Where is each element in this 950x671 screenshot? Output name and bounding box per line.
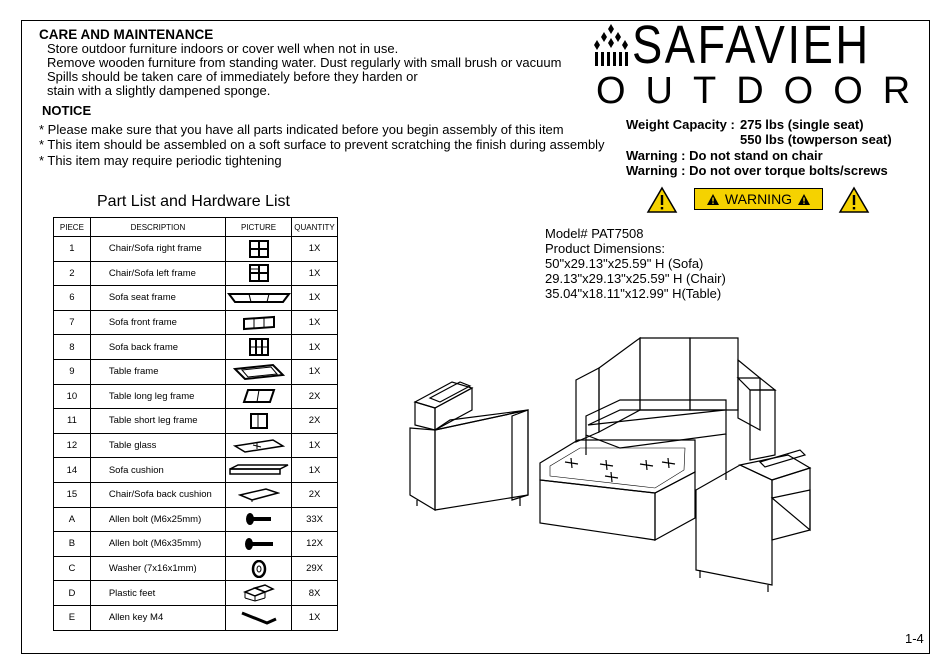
weight-single: 275 lbs (single seat) — [740, 117, 864, 132]
table-header-row — [54, 218, 338, 237]
notice-title: NOTICE — [42, 103, 92, 118]
weight-label: Weight Capacity : — [626, 117, 735, 132]
part-description: Sofa front frame — [90, 310, 225, 335]
right-frame-icon — [248, 239, 270, 259]
table-row — [54, 507, 338, 532]
sofa-drawing — [576, 338, 775, 480]
brand-logo-text: SAFAVIEH — [632, 15, 871, 75]
table-row — [54, 409, 338, 434]
piece-id: 15 — [54, 482, 91, 507]
piece-id: 7 — [54, 310, 91, 335]
warning-line-2: Warning : Do not over torque bolts/screws — [626, 163, 888, 178]
part-quantity: 1X — [292, 261, 338, 286]
allen-key-icon — [239, 609, 279, 627]
part-quantity: 8X — [292, 581, 338, 606]
table-row — [54, 532, 338, 557]
part-description: Table glass — [90, 433, 225, 458]
part-description: Chair/Sofa left frame — [90, 261, 225, 286]
care-title: CARE AND MAINTENANCE — [39, 27, 214, 42]
model-number: Model# PAT7508 — [545, 226, 644, 241]
part-description: Washer (7x16x1mm) — [90, 556, 225, 581]
chair-left-drawing — [410, 382, 528, 510]
warning-label-box — [694, 188, 823, 210]
part-quantity: 33X — [292, 507, 338, 532]
furniture-set-illustration — [400, 330, 830, 600]
seat-frame-icon — [227, 291, 291, 305]
header-quantity: QUANTITY — [292, 218, 338, 237]
table-row — [54, 359, 338, 384]
header-piece: PIECE — [54, 218, 91, 237]
table-row — [54, 384, 338, 409]
notice-line: * Please make sure that you have all parts indicated before you begin assembly of this item — [39, 122, 564, 137]
care-line: Remove wooden furniture from standing water. Dust regularly with small brush or vacuum — [47, 55, 562, 70]
part-quantity: 1X — [292, 605, 338, 630]
part-quantity: 1X — [292, 335, 338, 360]
table-row — [54, 261, 338, 286]
bolt-long-icon — [243, 537, 275, 551]
part-description: Sofa back frame — [90, 335, 225, 360]
part-description: Allen key M4 — [90, 605, 225, 630]
back-frame-icon — [248, 337, 270, 357]
piece-id: 2 — [54, 261, 91, 286]
dimensions-title: Product Dimensions: — [545, 241, 665, 256]
short-leg-icon — [248, 412, 270, 430]
warning-triangle-icon — [646, 186, 678, 214]
dimension-sofa: 50"x29.13"x25.59" H (Sofa) — [545, 256, 704, 271]
header-description: DESCRIPTION — [90, 218, 225, 237]
washer-icon — [251, 560, 267, 578]
piece-id: D — [54, 581, 91, 606]
piece-id: 11 — [54, 409, 91, 434]
page-number: 1-4 — [905, 631, 924, 646]
table-row — [54, 310, 338, 335]
part-quantity: 29X — [292, 556, 338, 581]
part-quantity: 1X — [292, 458, 338, 483]
part-quantity: 1X — [292, 310, 338, 335]
warning-triangle-icon — [838, 186, 870, 214]
piece-id: E — [54, 605, 91, 630]
care-line: Store outdoor furniture indoors or cover well when not in use. — [47, 41, 399, 56]
table-row — [54, 581, 338, 606]
piece-id: 9 — [54, 359, 91, 384]
glass-icon — [233, 438, 285, 454]
part-quantity: 2X — [292, 409, 338, 434]
care-line: stain with a slightly dampened sponge. — [47, 83, 271, 98]
piece-id: 6 — [54, 286, 91, 311]
part-description: Sofa cushion — [90, 458, 225, 483]
parts-table — [53, 217, 338, 631]
part-description: Table frame — [90, 359, 225, 384]
notice-line: * This item may require periodic tightening — [39, 153, 282, 168]
parts-list-title: Part List and Hardware List — [97, 193, 290, 210]
warning-small-icon — [706, 193, 720, 206]
part-quantity: 12X — [292, 532, 338, 557]
part-quantity: 2X — [292, 482, 338, 507]
part-description: Chair/Sofa right frame — [90, 237, 225, 262]
header-picture: PICTURE — [226, 218, 292, 237]
long-leg-icon — [242, 388, 276, 404]
part-quantity: 1X — [292, 286, 338, 311]
part-description: Table short leg frame — [90, 409, 225, 434]
piece-id: 1 — [54, 237, 91, 262]
part-quantity: 1X — [292, 359, 338, 384]
part-quantity: 1X — [292, 237, 338, 262]
table-row — [54, 286, 338, 311]
part-quantity: 2X — [292, 384, 338, 409]
bolt-short-icon — [244, 512, 274, 526]
table-row — [54, 433, 338, 458]
sofa-cushion-icon — [228, 463, 290, 477]
dimension-chair: 29.13"x29.13"x25.59" H (Chair) — [545, 271, 726, 286]
chair-right-drawing — [696, 450, 810, 592]
weight-two: 550 lbs (towperson seat) — [740, 132, 892, 147]
piece-id: A — [54, 507, 91, 532]
table-row — [54, 335, 338, 360]
part-quantity: 1X — [292, 433, 338, 458]
piece-id: 10 — [54, 384, 91, 409]
piece-id: 8 — [54, 335, 91, 360]
table-row — [54, 482, 338, 507]
plastic-feet-icon — [243, 584, 275, 602]
part-description: Allen bolt (M6x35mm) — [90, 532, 225, 557]
part-description: Sofa seat frame — [90, 286, 225, 311]
part-description: Table long leg frame — [90, 384, 225, 409]
front-frame-icon — [242, 315, 276, 331]
table-row — [54, 237, 338, 262]
brand-logo-subtext: OUTDOOR — [596, 70, 931, 112]
piece-id: 12 — [54, 433, 91, 458]
piece-id: C — [54, 556, 91, 581]
left-frame-icon — [248, 263, 270, 283]
care-line: Spills should be taken care of immediately before they harden or — [47, 69, 418, 84]
piece-id: B — [54, 532, 91, 557]
back-cushion-icon — [238, 487, 280, 503]
table-frame-icon — [233, 363, 285, 381]
warning-line-1: Warning : Do not stand on chair — [626, 148, 823, 163]
part-description: Chair/Sofa back cushion — [90, 482, 225, 507]
safavieh-logo-mark-icon — [592, 24, 630, 68]
coffee-table-drawing — [540, 440, 695, 540]
table-row — [54, 556, 338, 581]
table-row — [54, 605, 338, 630]
part-description: Allen bolt (M6x25mm) — [90, 507, 225, 532]
warning-label: WARNING — [724, 191, 793, 207]
notice-line: * This item should be assembled on a soft surface to prevent scratching the finish during assembly — [39, 137, 605, 152]
warning-small-icon — [797, 193, 811, 206]
table-row — [54, 458, 338, 483]
dimension-table: 35.04"x18.11"x12.99" H(Table) — [545, 286, 722, 301]
part-description: Plastic feet — [90, 581, 225, 606]
piece-id: 14 — [54, 458, 91, 483]
